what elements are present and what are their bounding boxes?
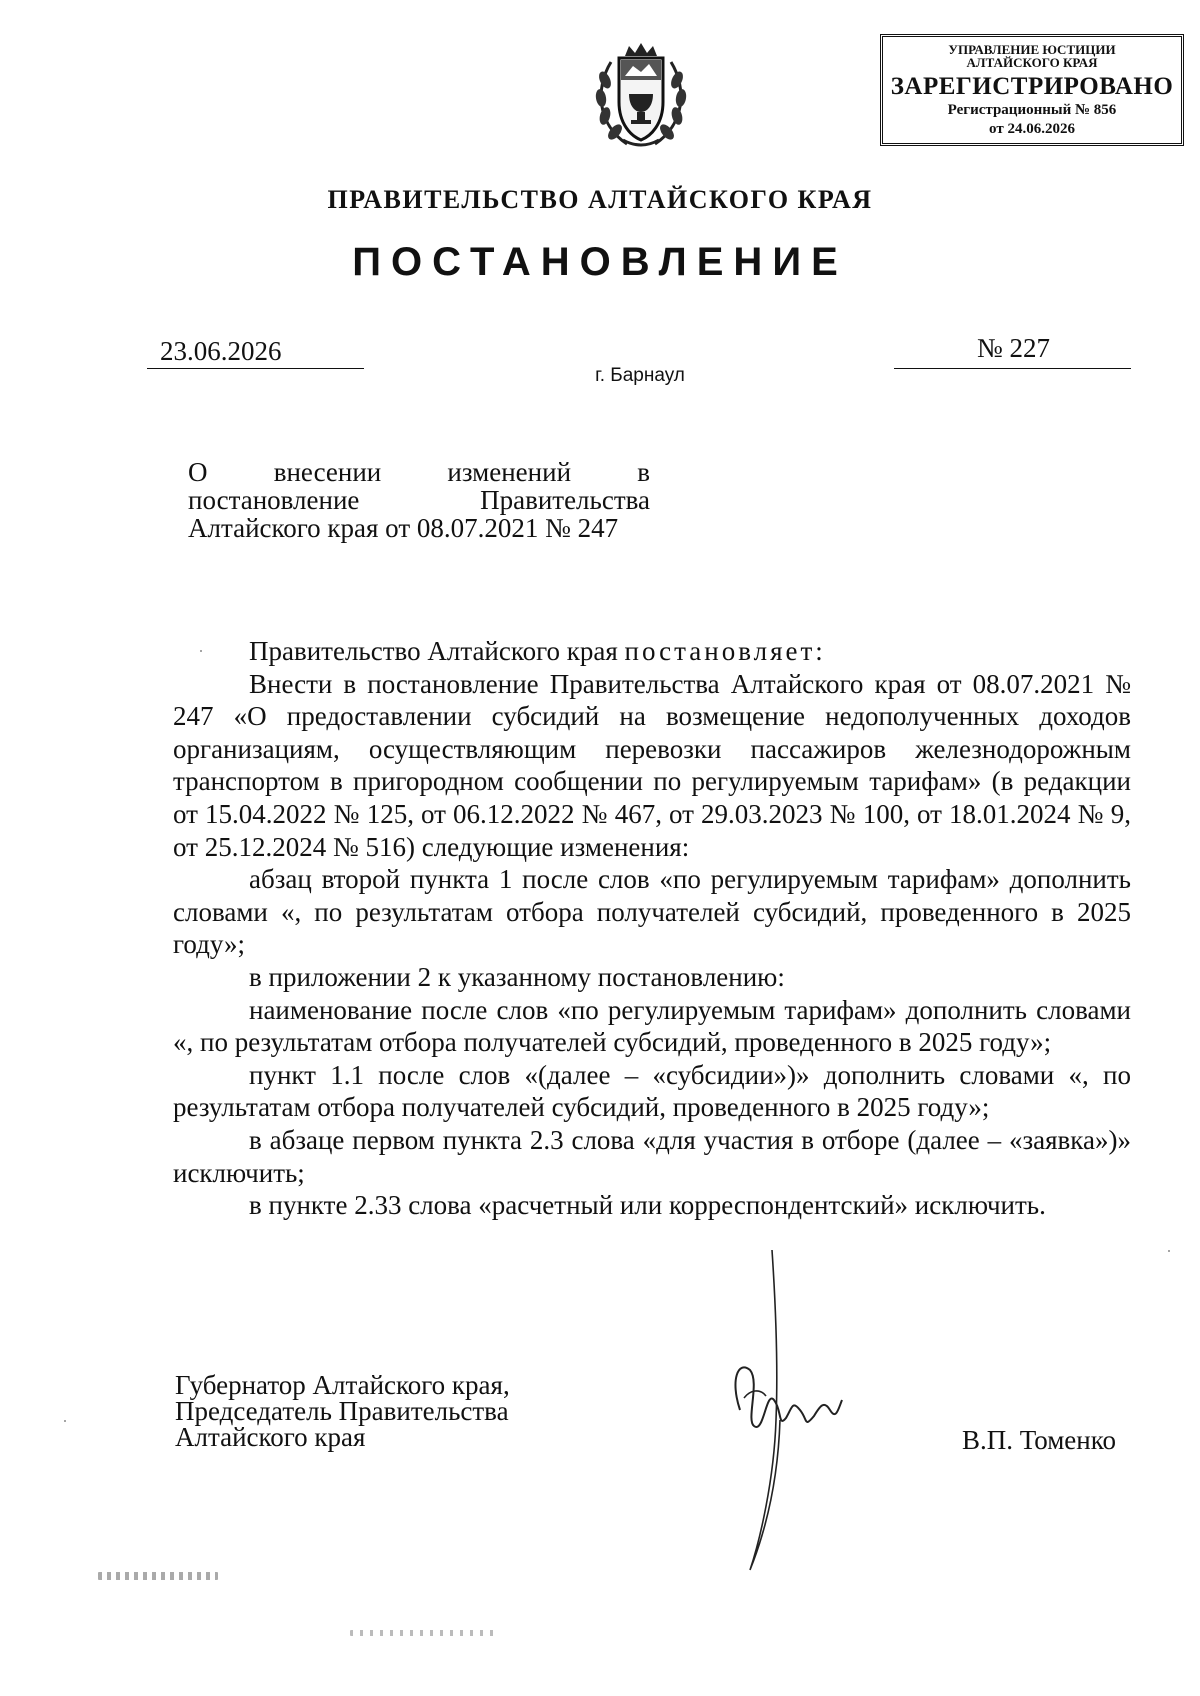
scan-noise-mark [98, 1572, 218, 1580]
document-date: 23.06.2026 [160, 336, 282, 366]
resolution-intro [173, 635, 1131, 668]
document-number: № 227 [977, 333, 1051, 363]
scan-speck [64, 1420, 66, 1422]
stamp-org-line1: УПРАВЛЕНИЕ ЮСТИЦИИ [948, 42, 1116, 57]
signatory-title-line-2: Председатель Правительства [175, 1396, 509, 1426]
stamp-org-line2: АЛТАЙСКОГО КРАЯ [966, 55, 1098, 70]
stamp-status: ЗАРЕГИСТРИРОВАНО [890, 73, 1174, 100]
subject-line-1: О внесении изменений в [188, 457, 650, 487]
body-paragraph-5: пункт 1.1 после слов «(далее – «субсидии»)» дополнить словами «, по результатам отбора получателей субсидий, проведенного в 2025 году»; [173, 1059, 1131, 1123]
intro-colon: : [815, 636, 823, 666]
subject-line-3: Алтайского края от 08.07.2021 № 247 [188, 513, 619, 543]
document-type: ПОСТАНОВЛЕНИЕ [352, 240, 848, 284]
scan-speck [200, 650, 202, 652]
handwritten-signature [720, 1250, 880, 1580]
coat-of-arms-icon [593, 40, 689, 152]
subject-line-2: постановление Правительства [188, 485, 650, 515]
body-paragraph-7: в пункте 2.33 слова «расчетный или корреспондентский» исключить. [249, 1190, 1046, 1221]
signatory-title-line-1: Губернатор Алтайского края, [175, 1370, 510, 1400]
body-paragraph-4: наименование после слов «по регулируемым тарифам» дополнить словами «, по результатам отбора получателей субсидий, проведенного в 2025 году»; [173, 994, 1131, 1058]
body-paragraph-1: Внести в постановление Правительства Алтайского края от 08.07.2021 № 247 «О предоставлении субсидий на возмещение недополученных доходов организациям, осуществляющим перевозки пассажиров железнодорожным транспортом в пригородном сообщении по регулируемым тарифам» (в редакции от 15.04.2022 № 125, от 06.12.2022 № 467, от 29.03.2023 № 100, от 18.01.2024 № 9, от 25.12.2024 № 516) следующие изменения: [173, 668, 1131, 862]
stamp-reg-number: Регистрационный № 856 [947, 102, 1117, 118]
city: г. Барнаул [595, 365, 685, 386]
body-paragraph-6: в абзаце первом пункта 2.3 слова «для участия в отборе (далее – «заявка»)» исключить; [173, 1124, 1131, 1188]
intro-verb: постановляет [624, 636, 816, 666]
stamp-reg-date: от 24.06.2026 [989, 121, 1075, 137]
scan-speck [1168, 1250, 1170, 1252]
scan-noise-mark [350, 1630, 500, 1636]
document-body [173, 635, 1131, 1222]
signatory-title-line-3: Алтайского края [175, 1422, 366, 1452]
registration-stamp [880, 34, 1184, 146]
signatory-name: В.П. Томенко [962, 1425, 1116, 1455]
body-paragraph-2: абзац второй пункта 1 после слов «по регулируемым тарифам» дополнить словами «, по результатам отбора получателей субсидий, проведенного в 2025 году»; [173, 864, 1131, 960]
intro-text: Правительство Алтайского края [249, 636, 625, 666]
body-paragraph-3: в приложении 2 к указанному постановлению: [249, 961, 785, 992]
signatory-title [175, 1372, 510, 1450]
document-subject [188, 458, 650, 542]
government-name: ПРАВИТЕЛЬСТВО АЛТАЙСКОГО КРАЯ [327, 185, 873, 214]
